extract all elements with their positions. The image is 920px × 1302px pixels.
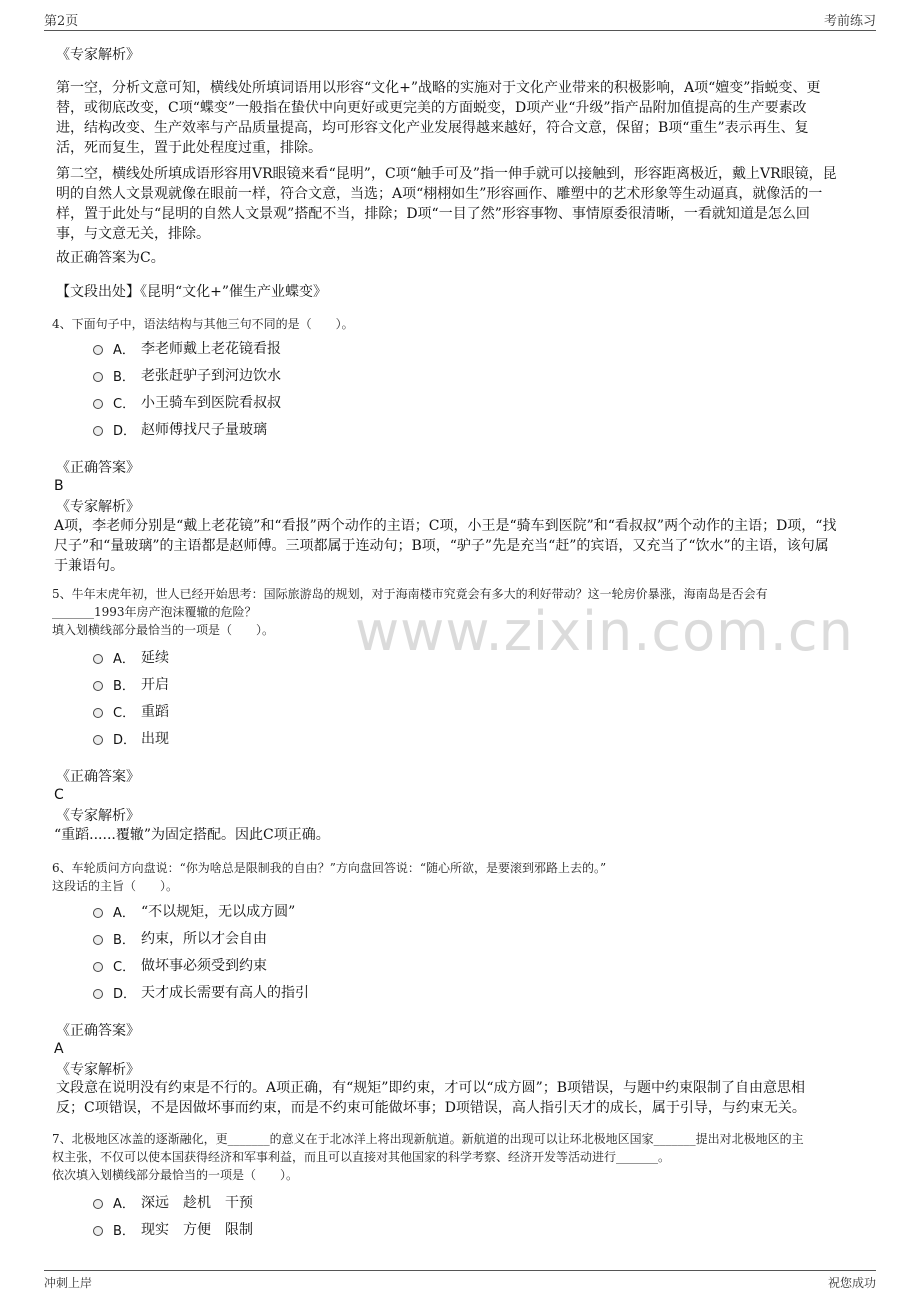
q4-option-b[interactable]: [93, 365, 281, 385]
option-text: 深远 趁机 干预: [141, 1195, 253, 1211]
radio-icon[interactable]: [93, 681, 103, 691]
option-letter: B．: [113, 678, 135, 694]
option-letter: A．: [113, 1196, 135, 1212]
q6-option-c[interactable]: [93, 955, 267, 975]
q6-option-a[interactable]: [93, 901, 295, 921]
q7-option-b[interactable]: [93, 1219, 253, 1239]
q6-option-d[interactable]: [93, 982, 309, 1002]
radio-icon[interactable]: [93, 908, 103, 918]
header-title: 考前练习: [823, 14, 876, 29]
option-text: 延续: [141, 650, 169, 666]
q6-analysis: 文段意在说明没有约束是不行的。A项正确，有“规矩”即约束，才可以“成方圆”；B项错误，与题中约束限制了自由意思相 反；C项错误，不是因做坏事而约束，而是不约束可能做坏事；D项错误，高人指引天才的成长，属于引导，与约束无关。: [56, 1080, 806, 1116]
option-text: 约束，所以才会自由: [141, 931, 267, 947]
q4-answer-label: 《正确答案》: [56, 460, 140, 476]
q7-question-text: 7、北极地区冰盖的逐渐融化，更_______的意义在于北冰洋上将出现新航道。新航道的出现可以让环北极地区国家_______提出对北极地区的主 权主张，不仅可以使本国获得经济和军事利益，而且可以直接对其他国家的科学考察、经济开发等活动进行_______。 依次填入划横线部分最恰当的一项是（ ）。: [52, 1132, 804, 1182]
radio-icon[interactable]: [93, 372, 103, 382]
option-text: 现实 方便 限制: [141, 1222, 253, 1238]
radio-icon[interactable]: [93, 1199, 103, 1209]
footer-left-text: 冲刺上岸: [44, 1276, 93, 1290]
q4-question-text: 4、下面句子中，语法结构与其他三句不同的是（ ）。: [52, 317, 354, 331]
radio-icon[interactable]: [93, 708, 103, 718]
footer-right-text: 祝您成功: [827, 1276, 876, 1290]
option-text: 天才成长需要有高人的指引: [141, 985, 309, 1001]
q4-option-a[interactable]: [93, 338, 281, 358]
radio-icon[interactable]: [93, 345, 103, 355]
q3-source: 【文段出处】《昆明“文化+”催生产业蝶变》: [56, 284, 328, 300]
q6-question-text: 6、车轮质问方向盘说：“你为啥总是限制我的自由？”方向盘回答说：“随心所欲，是要滚到邪路上去的。” 这段话的主旨（ ）。: [52, 861, 607, 893]
footer-divider: [44, 1270, 876, 1271]
option-letter: A．: [113, 905, 135, 921]
option-text: “不以规矩，无以成方圆”: [141, 904, 296, 920]
q4-analysis: A项，李老师分别是“戴上老花镜”和“看报”两个动作的主语；C项，小王是“骑车到医院”和“看叔叔”两个动作的主语；D项，“找 尺子”和“量玻璃”的主语都是赵师傅。三项都属于连动句；B项，“驴子”先是充当“赶”的宾语，又充当了“饮水”的主语，该句属 于兼语句。: [54, 518, 837, 574]
option-text: 出现: [141, 731, 169, 747]
q4-option-c[interactable]: [93, 392, 281, 412]
q6-answer: A: [54, 1041, 64, 1057]
q5-option-d[interactable]: [93, 728, 169, 748]
radio-icon[interactable]: [93, 654, 103, 664]
q6-answer-label: 《正确答案》: [56, 1023, 140, 1039]
option-letter: D．: [113, 732, 137, 748]
header-divider: [44, 30, 876, 31]
option-letter: B．: [113, 1223, 135, 1239]
q6-option-b[interactable]: [93, 928, 267, 948]
q5-option-c[interactable]: [93, 701, 169, 721]
option-letter: A．: [113, 651, 135, 667]
q3-analysis-label: 《专家解析》: [56, 47, 140, 63]
option-letter: C．: [113, 396, 136, 412]
option-letter: B．: [113, 369, 135, 385]
option-letter: C．: [113, 705, 136, 721]
q3-analysis-para-2: 第二空，横线处所填成语形容用VR眼镜来看“昆明”，C项“触手可及”指一伸手就可以接触到，形容距离极近，戴上VR眼镜，昆 明的自然人文景观就像在眼前一样，符合文意，当选；A项“栩栩如生”形容画作、雕塑中的艺术形象等生动逼真，就像活的一 样，置于此处与“昆明的自然人文景观”搭配不当，排除；D项“一目了然”形容事物、事情原委很清晰，一看就知道是怎么回 事，与文意无关，排除。: [56, 166, 837, 242]
radio-icon[interactable]: [93, 935, 103, 945]
q6-analysis-label: 《专家解析》: [56, 1062, 140, 1078]
q5-question-text: 5、牛年末虎年初，世人已经开始思考：国际旅游岛的规划，对于海南楼市究竟会有多大的利好带动？这一轮房价暴涨，海南岛是否会有 _______1993年房产泡沫覆辙的危险？ 填入划横线部分最恰当的一项是（ ）。: [52, 587, 768, 637]
q5-answer: C: [54, 787, 64, 803]
radio-icon[interactable]: [93, 735, 103, 745]
option-text: 做坏事必须受到约束: [141, 958, 267, 974]
option-letter: B．: [113, 932, 135, 948]
option-text: 小王骑车到医院看叔叔: [141, 395, 281, 411]
radio-icon[interactable]: [93, 399, 103, 409]
radio-icon[interactable]: [93, 426, 103, 436]
option-text: 赵师傅找尺子量玻璃: [141, 422, 267, 438]
q4-option-d[interactable]: [93, 419, 267, 439]
q3-conclusion: 故正确答案为C。: [56, 250, 165, 266]
q5-answer-label: 《正确答案》: [56, 769, 140, 785]
q7-option-a[interactable]: [93, 1192, 253, 1212]
option-text: 老张赶驴子到河边饮水: [141, 368, 281, 384]
q5-option-a[interactable]: [93, 647, 169, 667]
option-text: 开启: [141, 677, 169, 693]
q5-analysis: “重蹈......覆辙”为固定搭配。因此C项正确。: [54, 827, 330, 843]
option-text: 重蹈: [141, 704, 169, 720]
option-letter: D．: [113, 423, 137, 439]
q4-answer: B: [54, 478, 64, 494]
option-letter: D．: [113, 986, 137, 1002]
radio-icon[interactable]: [93, 989, 103, 999]
option-letter: C．: [113, 959, 136, 975]
watermark: www.zixin.com.cn: [355, 600, 854, 663]
q3-analysis-para-1: 第一空，分析文意可知，横线处所填词语用以形容“文化+”战略的实施对于文化产业带来的积极影响，A项“嬗变”指蜕变、更 替，或彻底改变，C项“蝶变”一般指在蛰伏中向更好或更完美的方面蜕变，D项产业“升级”指产品附加值提高的生产要素改 进，结构改变、生产效率与产品质量提高，均可形容文化产业发展得越来越好，符合文意，保留；B项“重生”表示再生、复 活，死而复生，置于此处程度过重，排除。: [56, 80, 821, 156]
option-text: 李老师戴上老花镜看报: [141, 341, 281, 357]
q5-option-b[interactable]: [93, 674, 169, 694]
radio-icon[interactable]: [93, 1226, 103, 1236]
option-letter: A．: [113, 342, 135, 358]
radio-icon[interactable]: [93, 962, 103, 972]
page-number: 第2页: [44, 14, 79, 29]
q5-analysis-label: 《专家解析》: [56, 808, 140, 824]
q4-analysis-label: 《专家解析》: [56, 499, 140, 515]
